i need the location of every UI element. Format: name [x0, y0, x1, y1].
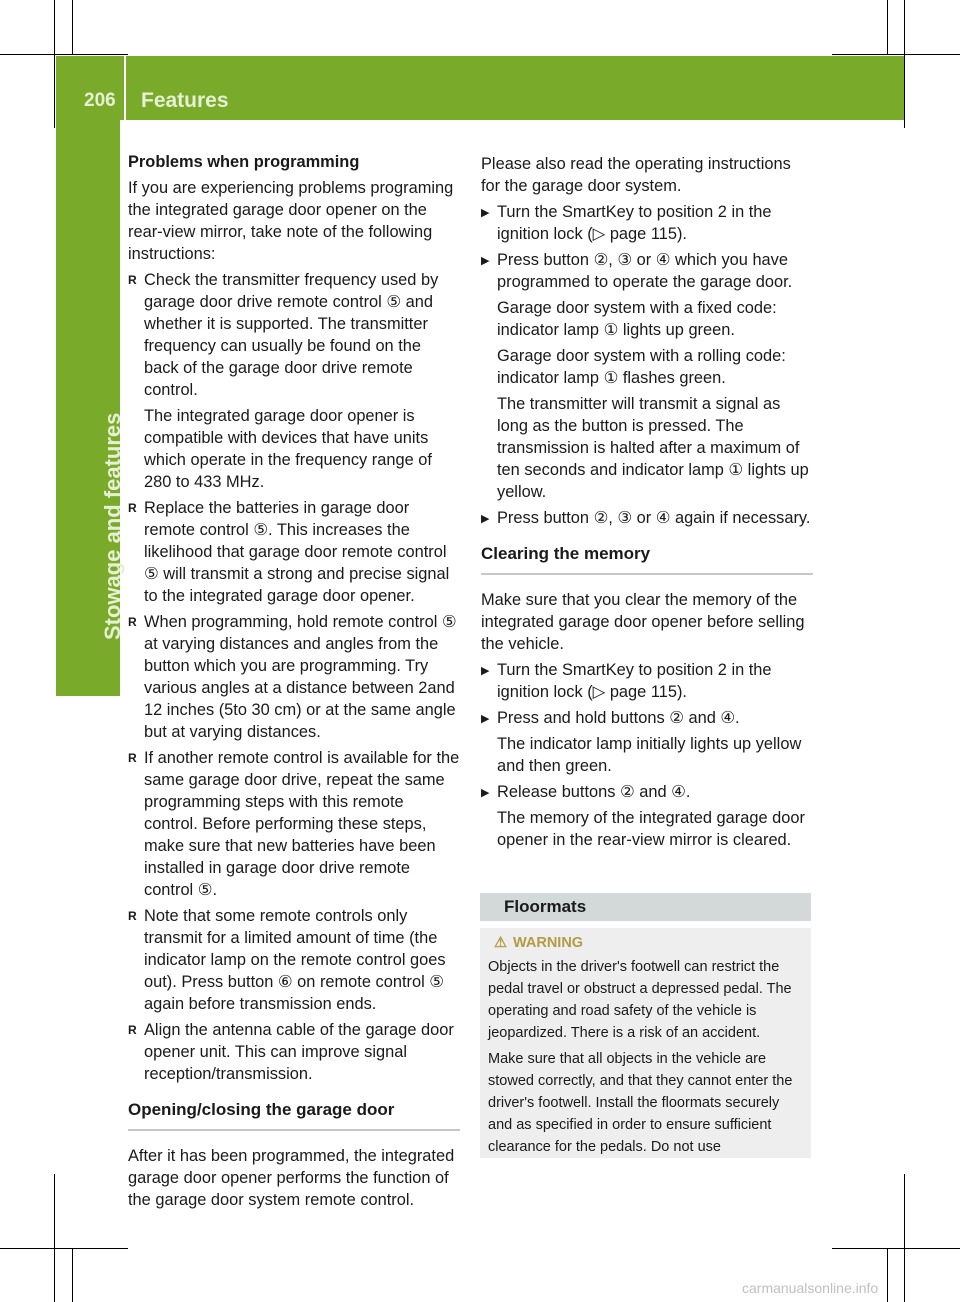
page-title: Features [141, 89, 229, 112]
warning-header [488, 932, 803, 954]
warning-paragraph: Make sure that all objects in the vehicle are stowed correctly, and that they cannot enter the driver's footwell. Install the floormats securely and as specified in order to ensure sufficient clearance for the pedals. Do not use [488, 1051, 793, 1155]
step-detail: Garage door system with a rolling code: indicator lamp ① flashes green. [497, 347, 786, 387]
floormats-title: Floormats [504, 897, 587, 916]
step-item: ▶ Turn the SmartKey to position 2 in the ignition lock (▷ page 115). [481, 659, 813, 703]
list-item: R If another remote control is available for the same garage door drive, repeat the same programming steps with this remote control. Before performing these steps, make sure that new batteries have been installed in garage door drive remote control ⑤. [128, 747, 460, 901]
clearing-intro: Make sure that you clear the memory of the integrated garage door opener before selling the vehicle. [481, 591, 805, 653]
opening-heading: Opening/closing the garage door [128, 1099, 460, 1131]
warning-paragraph: Objects in the driver's footwell can restrict the pedal travel or obstruct a depressed pedal. The operating and road safety of the vehicle is jeopardized. There is a risk of an accident. [488, 959, 792, 1041]
step-detail: Garage door system with a fixed code: indicator lamp ① lights up green. [497, 299, 777, 339]
left-column [128, 151, 460, 1215]
warning-box [480, 928, 811, 1158]
step-item: ▶ Release buttons ② and ④. [481, 781, 813, 803]
warning-label: WARNING [513, 935, 584, 951]
step-item: ▶ Press button ②, ③ or ④ again if necessary. [481, 507, 813, 529]
step-detail: The memory of the integrated garage door opener in the rear-view mirror is cleared. [497, 809, 805, 849]
problems-intro: If you are experiencing problems programing the integrated garage door opener on the rear-view mirror, take note of the following instructions: [128, 179, 454, 263]
crop-mark [904, 1174, 905, 1302]
list-item: R Check the transmitter frequency used by garage door drive remote control ⑤ and whether it is supported. The transmitter frequency can usually be found on the back of the garage door drive remote control. [128, 269, 460, 401]
crop-mark [54, 1174, 55, 1302]
watermark: carmanualsonline.info [742, 1280, 879, 1296]
right-column [481, 153, 813, 855]
list-item: R Align the antenna cable of the garage door opener unit. This can improve signal reception/transmission. [128, 1019, 460, 1085]
list-item: R Replace the batteries in garage door remote control ⑤. This increases the likelihood that garage door remote control ⑤ will transmit a strong and precise signal to the integrated garage door opener. [128, 497, 460, 607]
floormats-title-bar [480, 893, 811, 921]
step-item: ▶ Press button ②, ③ or ④ which you have programmed to operate the garage door. [481, 249, 813, 293]
list-item: R When programming, hold remote control ⑤ at varying distances and angles from the button which you are programming. Try various angles at a distance between 2and 12 inches (5to 30 cm) or at the same angle but at varying distances. [128, 611, 460, 743]
list-item-continuation: The integrated garage door opener is compatible with devices that have units which operate in the frequency range of 280 to 433 MHz. [144, 407, 432, 491]
step-detail: The transmitter will transmit a signal as long as the button is pressed. The transmission is halted after a maximum of ten seconds and indicator lamp ① lights up yellow. [497, 395, 809, 501]
step-detail: The indicator lamp initially lights up yellow and then green. [497, 735, 802, 775]
crop-mark [72, 0, 73, 54]
crop-mark [832, 54, 960, 55]
step-item: ▶ Turn the SmartKey to position 2 in the ignition lock (▷ page 115). [481, 201, 813, 245]
crop-mark [887, 0, 888, 54]
crop-mark [832, 1248, 960, 1249]
crop-mark [0, 54, 128, 55]
right-intro: Please also read the operating instructions for the garage door system. [481, 155, 791, 195]
list-item: R Note that some remote controls only transmit for a limited amount of time (the indicator lamp on the remote control goes out). Press button ⑥ on remote control ⑤ again before transmission ends. [128, 905, 460, 1015]
crop-mark [54, 0, 55, 128]
header-divider [124, 56, 126, 120]
problems-heading: Problems when programming [128, 153, 360, 171]
page-number: 206 [84, 90, 116, 111]
clearing-heading: Clearing the memory [481, 543, 813, 575]
step-item: ▶ Press and hold buttons ② and ④. [481, 707, 813, 729]
section-side-label: Stowage and features [100, 412, 125, 640]
crop-mark [904, 0, 905, 128]
opening-text: After it has been programmed, the integrated garage door opener performs the function of the garage door system remote control. [128, 1147, 455, 1209]
warning-triangle-icon: ⚠ [494, 935, 507, 951]
crop-mark [0, 1248, 128, 1249]
crop-mark [887, 1248, 888, 1302]
crop-mark [72, 1248, 73, 1302]
